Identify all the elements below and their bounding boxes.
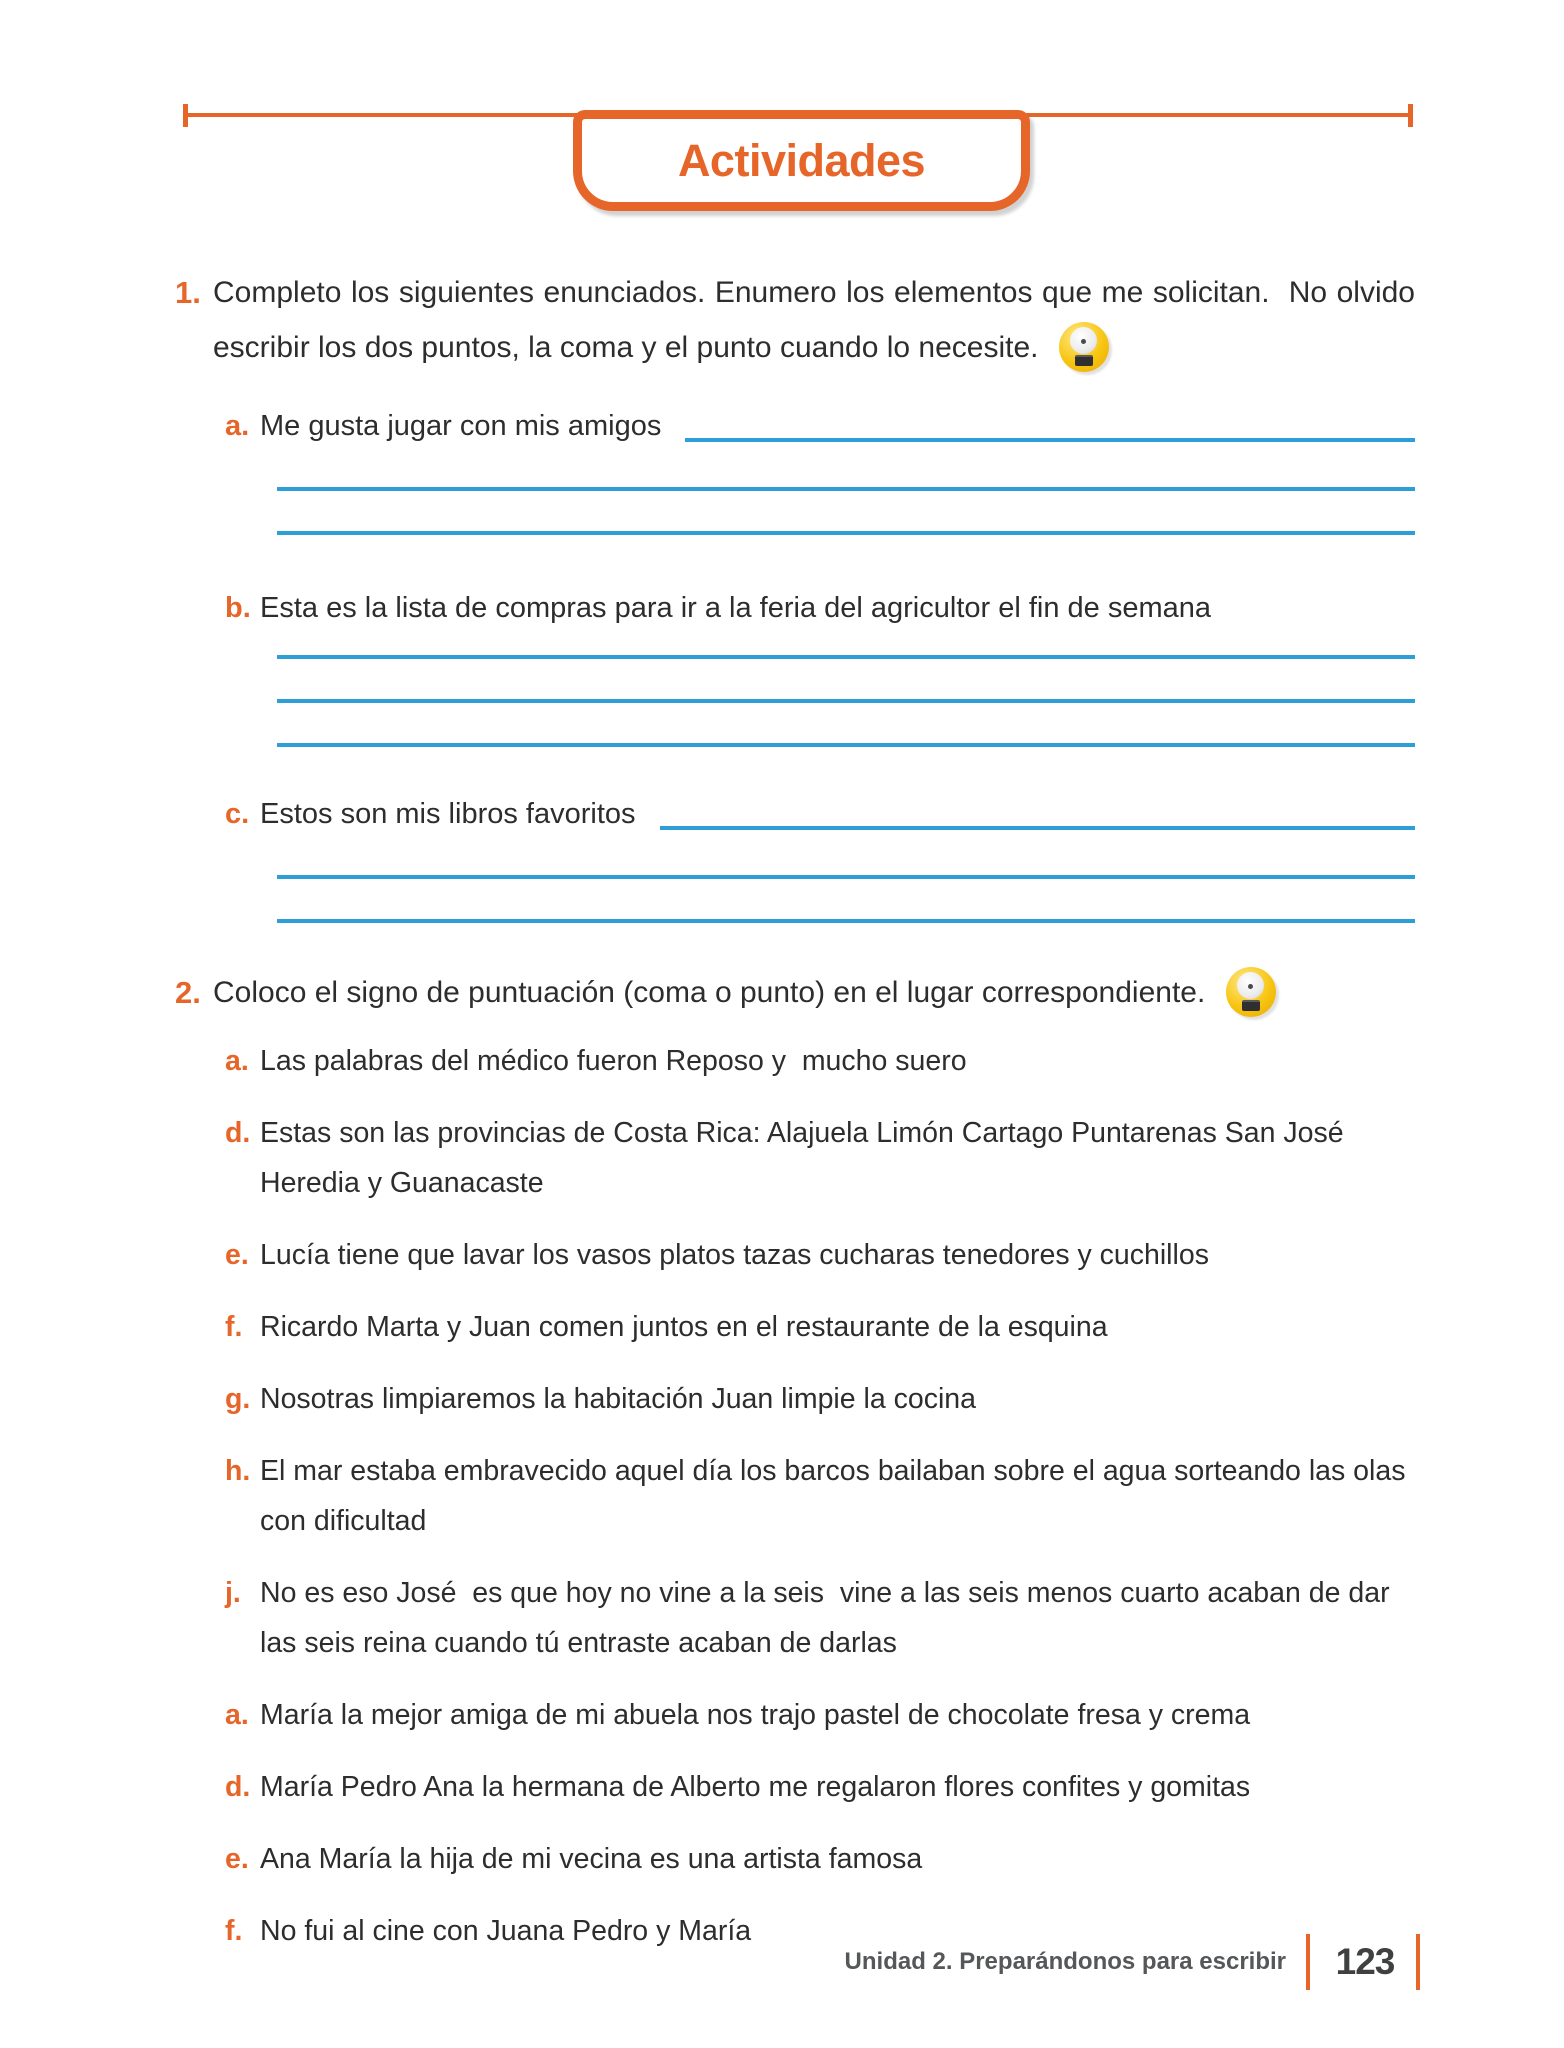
item-row — [225, 405, 1415, 447]
exercise-2 — [170, 965, 1415, 1956]
item-letter-label: b. — [225, 592, 251, 624]
hint-lightbulb-icon — [1226, 967, 1276, 1017]
activities-banner — [573, 110, 1030, 211]
exercise-1-instruction-row — [170, 265, 1424, 375]
item-letter-label: f. — [225, 1915, 243, 1947]
item-text: Estas son las provincias de Costa Rica: Alajuela Limón Cartago Puntarenas San José Heredia y Guanacaste — [260, 1117, 1352, 1199]
item-row — [225, 793, 1415, 835]
item-text: Estos son mis libros favoritos — [260, 798, 636, 830]
exercise-instruction — [213, 965, 1415, 1020]
item-letter-label: f. — [225, 1311, 243, 1343]
item-text: El mar estaba embravecido aquel día los barcos bailaban sobre el agua sorteando las olas con dificultad — [260, 1455, 1414, 1537]
write-line — [277, 447, 1415, 491]
list-item — [225, 1374, 1415, 1424]
lightbulb-glass — [1237, 972, 1264, 999]
lightbulb-base — [1242, 1000, 1260, 1011]
item-text: Ricardo Marta y Juan comen juntos en el restaurante de la esquina — [260, 1311, 1108, 1343]
item-text: María la mejor amiga de mi abuela nos trajo pastel de chocolate fresa y crema — [260, 1699, 1251, 1731]
write-line — [660, 793, 1415, 830]
page-content — [170, 265, 1424, 1956]
exercise-1-items — [170, 405, 1415, 923]
item-text: Las palabras del médico fueron Reposo y mucho suero — [260, 1045, 967, 1077]
hint-lightbulb-icon — [1059, 322, 1109, 372]
footer-divider-bar — [1416, 1934, 1420, 1990]
exercise-1 — [170, 265, 1424, 923]
list-item — [225, 1108, 1415, 1208]
list-item — [225, 1230, 1415, 1280]
item-text: Lucía tiene que lavar los vasos platos tazas cucharas tenedores y cuchillos — [260, 1239, 1209, 1271]
list-item — [225, 1036, 1415, 1086]
item-text: No es eso José es que hoy no vine a la seis vine a las seis menos cuarto acaban de dar las seis reina cuando tú entraste acaban de darlas — [260, 1577, 1398, 1659]
exercise-instruction-text: Coloco el signo de puntuación (coma o punto) en el lugar correspondiente. — [213, 976, 1214, 1009]
exercise-number: 2. — [175, 975, 201, 1010]
item-row — [225, 587, 1415, 629]
page-title: Actividades — [677, 134, 926, 186]
list-item — [225, 793, 1415, 923]
write-line — [277, 703, 1415, 747]
footer-divider-bar — [1306, 1934, 1310, 1990]
write-line — [277, 491, 1415, 535]
list-item — [225, 405, 1415, 535]
list-item — [225, 1446, 1415, 1546]
page-number: 123 — [1335, 1941, 1395, 1982]
item-letter-label: g. — [225, 1383, 251, 1415]
item-text: Me gusta jugar con mis amigos — [260, 410, 662, 442]
item-letter-label: e. — [225, 1843, 249, 1875]
list-item — [225, 1834, 1415, 1884]
item-text: Esta es la lista de compras para ir a la feria del agricultor el fin de semana — [260, 592, 1212, 624]
item-text: No fui al cine con Juana Pedro y María — [260, 1915, 752, 1947]
list-item — [225, 1302, 1415, 1352]
write-line — [277, 835, 1415, 879]
item-letter-label: a. — [225, 410, 250, 442]
lightbulb-glass — [1070, 327, 1097, 354]
write-line — [685, 405, 1415, 442]
item-letter-label: d. — [225, 1117, 251, 1149]
item-letter-label: a. — [225, 1045, 249, 1077]
item-letter-label: a. — [225, 1699, 249, 1731]
list-item — [225, 1690, 1415, 1740]
exercise-2-instruction-row — [170, 965, 1415, 1020]
item-letter-label: c. — [225, 798, 250, 830]
item-text: Nosotras limpiaremos la habitación Juan limpie la cocina — [260, 1383, 977, 1415]
list-item — [225, 587, 1415, 747]
write-line — [277, 879, 1415, 923]
exercise-2-items — [170, 1036, 1415, 1956]
write-line — [277, 629, 1415, 659]
exercise-instruction-text: Completo los siguientes enunciados. Enumero los elementos que me solicitan. No olvido escribir los dos puntos, la coma y el punto cuando lo necesite. — [213, 276, 1424, 364]
item-text: María Pedro Ana la hermana de Alberto me regalaron flores confites y gomitas — [260, 1771, 1251, 1803]
item-letter-label: e. — [225, 1239, 249, 1271]
item-text: Ana María la hija de mi vecina es una artista famosa — [260, 1843, 923, 1875]
exercise-instruction — [213, 265, 1424, 375]
item-letter-label: h. — [225, 1455, 251, 1487]
lightbulb-base — [1075, 355, 1093, 366]
write-line — [277, 659, 1415, 703]
page-footer — [0, 1934, 1420, 1990]
item-letter-label: j. — [225, 1577, 241, 1609]
item-letter-label: d. — [225, 1771, 251, 1803]
exercise-number: 1. — [175, 275, 201, 310]
unit-label: Unidad 2. Preparándonos para escribir — [844, 1948, 1286, 1975]
list-item — [225, 1762, 1415, 1812]
list-item — [225, 1568, 1415, 1668]
